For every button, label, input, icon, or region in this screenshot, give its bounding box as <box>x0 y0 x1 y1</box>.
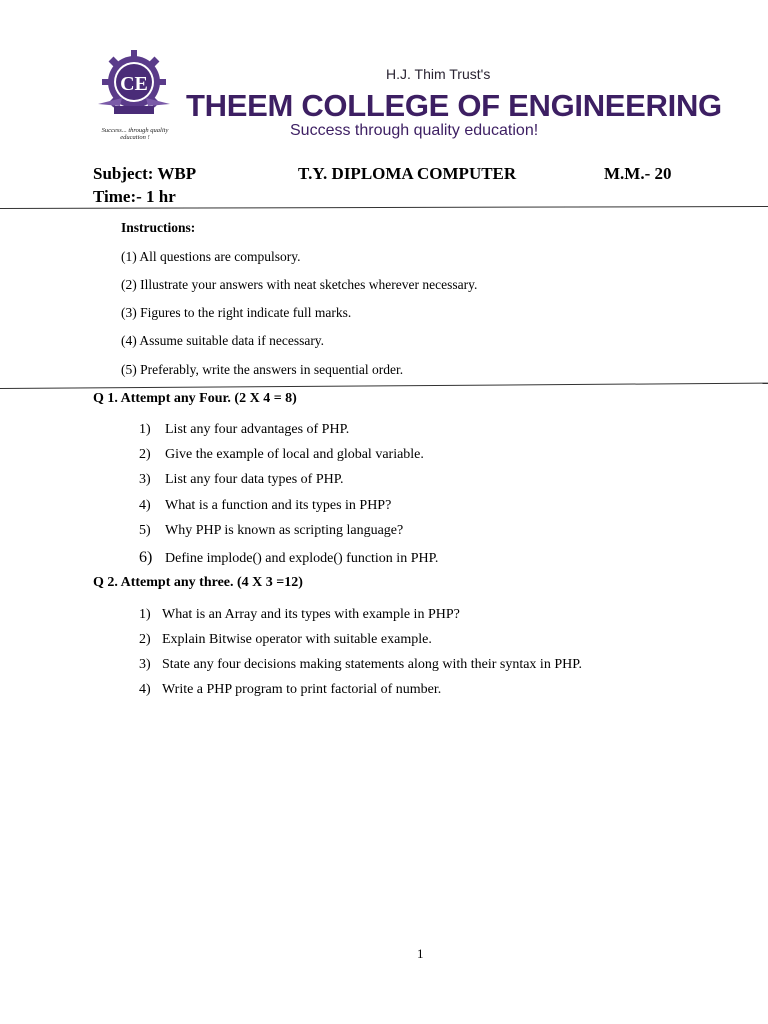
q1-heading: Q 1. Attempt any Four. (2 X 4 = 8) <box>93 391 297 406</box>
q1-item <box>139 447 424 463</box>
divider-bottom <box>0 383 768 389</box>
q1-item-text: What is a function and its types in PHP? <box>165 498 392 513</box>
q1-item-number: 5) <box>139 523 151 538</box>
q2-item-text: Explain Bitwise operator with suitable example. <box>162 632 432 647</box>
q2-item-number: 3) <box>139 657 151 672</box>
max-marks-label: M.M.- 20 <box>604 164 672 183</box>
college-name: THEEM COLLEGE OF ENGINEERING <box>186 88 722 123</box>
trust-name: H.J. Thim Trust's <box>386 66 491 82</box>
q1-item-number: 3) <box>139 472 151 487</box>
course-label: T.Y. DIPLOMA COMPUTER <box>298 164 517 183</box>
svg-text:CE: CE <box>120 73 148 95</box>
q1-item-number: 1) <box>139 422 151 437</box>
instruction-item: (2) Illustrate your answers with neat sketches wherever necessary. <box>121 277 478 292</box>
q2-item <box>139 657 582 673</box>
q2-item-text: State any four decisions making statements along with their syntax in PHP. <box>162 657 582 672</box>
q1-item-text: List any four data types of PHP. <box>165 472 344 487</box>
q2-item-text: Write a PHP program to print factorial of number. <box>162 682 442 697</box>
q2-item-number: 4) <box>139 682 151 697</box>
time-label: Time:- 1 hr <box>93 187 176 206</box>
logo-caption: Success... through quality education ! <box>101 127 169 141</box>
q2-item <box>139 682 441 698</box>
q1-item-text: Why PHP is known as scripting language? <box>165 523 404 538</box>
q2-item <box>139 607 460 623</box>
q1-item-text: List any four advantages of PHP. <box>165 422 350 437</box>
instruction-item: (3) Figures to the right indicate full marks. <box>121 305 352 320</box>
q1-item <box>139 472 343 488</box>
q1-item <box>139 549 438 567</box>
q1-item-number: 2) <box>139 447 151 462</box>
q2-item-text: What is an Array and its types with example in PHP? <box>162 607 460 622</box>
instruction-item: (1) All questions are compulsory. <box>121 249 301 264</box>
q2-heading: Q 2. Attempt any three. (4 X 3 =12) <box>93 575 303 590</box>
page-number: 1 <box>417 946 424 961</box>
q2-item-number: 1) <box>139 607 151 622</box>
q1-item-number: 4) <box>139 498 151 513</box>
instruction-item: (5) Preferably, write the answers in sequential order. <box>121 362 404 377</box>
q1-item <box>139 523 403 539</box>
q2-item-number: 2) <box>139 632 151 647</box>
college-tagline: Success through quality education! <box>290 122 539 139</box>
instructions-heading: Instructions: <box>121 220 196 235</box>
q1-item <box>139 498 391 514</box>
q2-item <box>139 632 432 648</box>
subject-label: Subject: WBP <box>93 164 197 183</box>
q1-item <box>139 422 349 438</box>
q1-item-text: Give the example of local and global variable. <box>165 447 424 462</box>
q1-item-number: 6) <box>139 549 153 566</box>
instruction-item: (4) Assume suitable data if necessary. <box>121 333 325 348</box>
q1-item-text: Define implode() and explode() function in PHP. <box>165 551 439 566</box>
